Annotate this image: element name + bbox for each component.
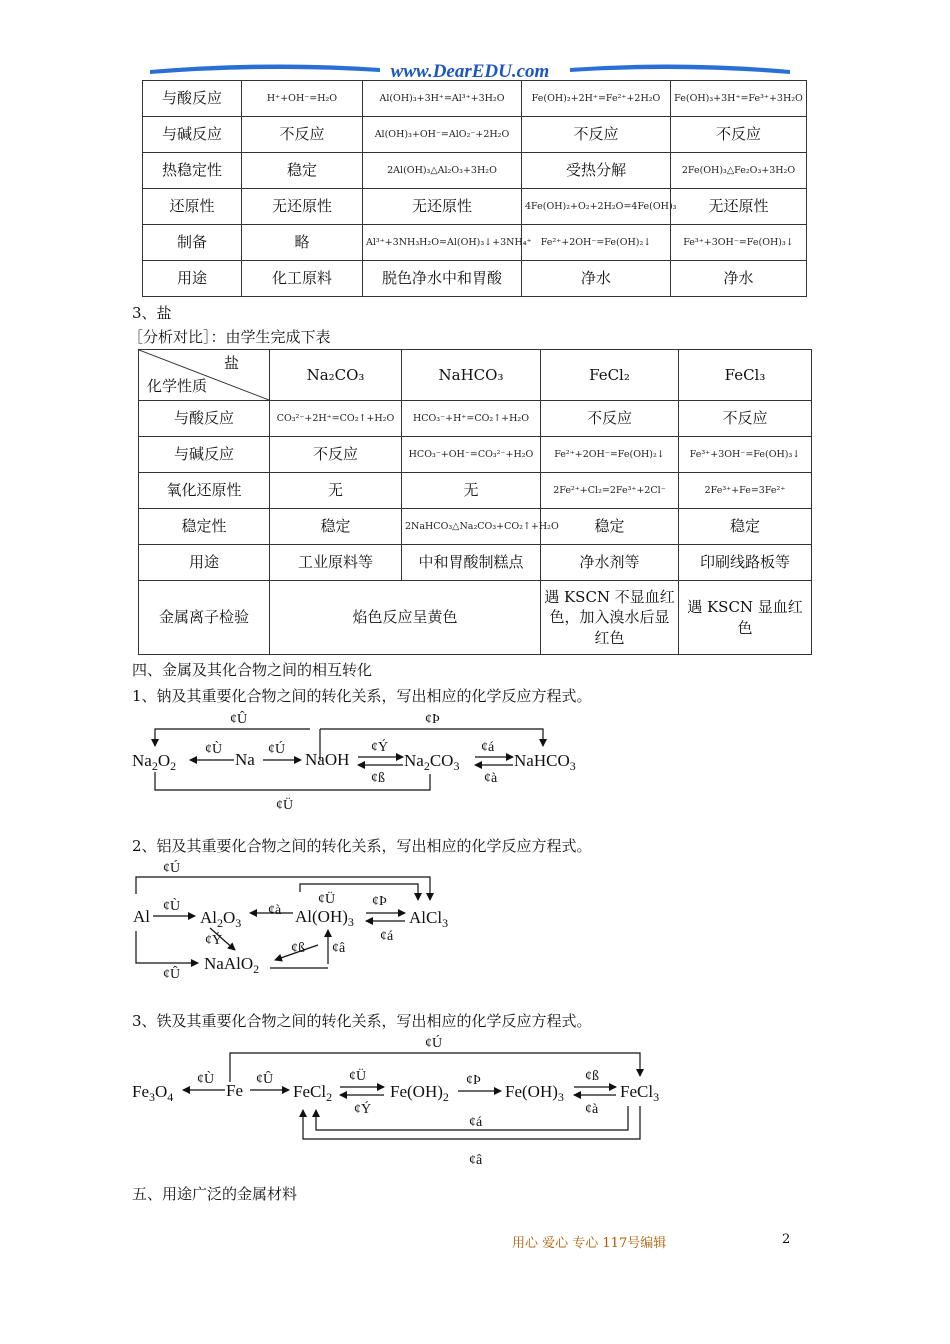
table-cell: 印刷线路板等	[679, 545, 812, 581]
species-na2o2: $Na_2O_2$	[132, 751, 177, 773]
al-label-7: ¢ß	[291, 941, 305, 956]
table-cell: HCO₃⁻+OH⁻=CO₃²⁻+H₂O	[402, 437, 541, 473]
table-cell: 不反应	[242, 117, 363, 153]
cell-fecl2-test: 遇 KSCN 不显血红色，加入溴水后显红色	[541, 581, 679, 655]
al-label-9: ¢á	[380, 929, 394, 944]
page-number: 2	[782, 1232, 791, 1247]
species-na2co3: $Na_2CO_3$	[404, 751, 460, 773]
section4-title: 四、金属及其化合物之间的相互转化	[132, 661, 373, 679]
table-cell: 无还原性	[363, 189, 522, 225]
table-cell: 2NaHCO₃△Na₂CO₃+CO₂↑+H₂O	[402, 509, 541, 545]
corner-bottom: 化学性质	[147, 376, 208, 395]
section3-title: 3、盐	[132, 304, 172, 322]
table-cell: 净水	[522, 261, 671, 297]
table-cell: 无还原性	[242, 189, 363, 225]
fe-label-6: ¢Þ	[466, 1073, 481, 1088]
table-cell: Al(OH)₃+3H⁺=Al³⁺+3H₂O	[363, 81, 522, 117]
header-fecl2: FeCl₂	[541, 350, 679, 401]
species-fecl3: FeCl$_3$	[620, 1082, 660, 1104]
table-cell: 稳定	[541, 509, 679, 545]
table-cell: 化工原料	[242, 261, 363, 297]
species-na: Na	[235, 750, 255, 769]
table-cell: 2Al(OH)₃△Al₂O₃+3H₂O	[363, 153, 522, 189]
na-label-5: ¢Ý	[371, 740, 389, 755]
row-label: 制备	[143, 225, 242, 261]
table-cell: 无还原性	[671, 189, 807, 225]
table-cell: 稳定	[242, 153, 363, 189]
row-label: 与酸反应	[143, 81, 242, 117]
fe-label-9: ¢á	[469, 1115, 483, 1130]
fe-label-10: ¢â	[469, 1153, 483, 1168]
table-cell: 稳定	[679, 509, 812, 545]
table-cell: 4Fe(OH)₂+O₂+2H₂O=4Fe(OH)₃	[522, 189, 671, 225]
table-cell: 中和胃酸制糕点	[402, 545, 541, 581]
table-cell: 无	[402, 473, 541, 509]
al-label-10: ¢â	[332, 941, 346, 956]
header-fecl3: FeCl₃	[679, 350, 812, 401]
fe-label-8: ¢à	[585, 1102, 599, 1117]
species-feoh3: $Fe(OH)_3$	[505, 1082, 564, 1104]
species-aloh3: $Al(OH)_3$	[295, 907, 354, 929]
cell-fecl3-test: 遇 KSCN 显血红色	[679, 581, 812, 655]
table-cell: Al³⁺+3NH₃H₂O=Al(OH)₃↓+3NH₄⁺	[363, 225, 522, 261]
table-cell: 稳定	[270, 509, 402, 545]
row-label: 金属离子检验	[139, 581, 270, 655]
al-label-1: ¢Ù	[163, 899, 181, 914]
na-label-8: ¢à	[484, 771, 498, 786]
table-cell: 受热分解	[522, 153, 671, 189]
fe-label-3: ¢Û	[256, 1072, 274, 1087]
row-label: 与碱反应	[139, 437, 270, 473]
table-cell: 不反应	[679, 401, 812, 437]
al-label-3: ¢Û	[163, 967, 181, 982]
table-cell: 略	[242, 225, 363, 261]
table-cell: 净水	[671, 261, 807, 297]
corner-top: 盐	[223, 354, 239, 372]
al-label-5: ¢Ý	[205, 933, 223, 948]
na-label-4: ¢Ü	[276, 798, 294, 813]
row-label: 用途	[143, 261, 242, 297]
al-label-2: ¢Ú	[163, 861, 181, 876]
species-fe3o4: $Fe_3O_4$	[132, 1082, 174, 1104]
fe-label-5: ¢Ý	[354, 1102, 372, 1117]
fe-label-7: ¢ß	[585, 1069, 599, 1084]
table-cell: Fe³⁺+3OH⁻=Fe(OH)₃↓	[671, 225, 807, 261]
species-naoh: NaOH	[305, 750, 350, 769]
na-label-3: ¢Û	[230, 712, 248, 727]
na-label-2: ¢Ú	[268, 742, 286, 757]
species-feoh2: $Fe(OH)_2$	[390, 1082, 449, 1104]
species-alcl3: AlCl$_3$	[409, 908, 449, 930]
row-label: 稳定性	[139, 509, 270, 545]
species-nahco3: NaHCO$_3$	[514, 751, 576, 773]
species-fe: Fe	[226, 1081, 243, 1100]
q2-text: 2、铝及其重要化合物之间的转化关系，写出相应的化学反应方程式。	[132, 837, 592, 855]
table-cell: CO₃²⁻+2H⁺=CO₂↑+H₂O	[270, 401, 402, 437]
table-cell: Fe²⁺+2OH⁻=Fe(OH)₂↓	[541, 437, 679, 473]
na-label-7: ¢ß	[371, 771, 385, 786]
cell-flame-test: 焰色反应呈黄色	[270, 581, 541, 655]
section5-title: 五、用途广泛的金属材料	[132, 1185, 298, 1203]
al-label-6: ¢Þ	[372, 894, 387, 909]
table-cell: 不反应	[541, 401, 679, 437]
na-label-6: ¢Þ	[425, 712, 440, 727]
row-label: 与碱反应	[143, 117, 242, 153]
table-cell: 2Fe(OH)₃△Fe₂O₃+3H₂O	[671, 153, 807, 189]
table-cell: HCO₃⁻+H⁺=CO₂↑+H₂O	[402, 401, 541, 437]
al-label-4: ¢Ü	[318, 892, 336, 907]
footer-text: 用心 爱心 专心 117号编辑	[512, 1236, 667, 1251]
header-na2co3: Na₂CO₃	[270, 350, 402, 401]
table-cell: 工业原料等	[270, 545, 402, 581]
header-nahco3: NaHCO₃	[402, 350, 541, 401]
species-fecl2: FeCl$_2$	[293, 1082, 333, 1104]
table-cell: 2Fe³⁺+Fe=3Fe²⁺	[679, 473, 812, 509]
table-cell: 2Fe²⁺+Cl₂=2Fe³⁺+2Cl⁻	[541, 473, 679, 509]
site-url: www.DearEDU.com	[390, 61, 550, 82]
species-naalo2: NaAlO$_2$	[204, 954, 260, 976]
table-cell: H⁺+OH⁻=H₂O	[242, 81, 363, 117]
table-cell: 不反应	[671, 117, 807, 153]
fe-label-4: ¢Ü	[349, 1069, 367, 1084]
species-al: Al	[133, 907, 150, 926]
table-cell: 不反应	[270, 437, 402, 473]
fe-label-1: ¢Ù	[197, 1072, 215, 1087]
row-label: 与酸反应	[139, 401, 270, 437]
table-cell: Fe(OH)₃+3H⁺=Fe³⁺+3H₂O	[671, 81, 807, 117]
row-label: 热稳定性	[143, 153, 242, 189]
table-cell: Al(OH)₃+OH⁻=AlO₂⁻+2H₂O	[363, 117, 522, 153]
row-label: 用途	[139, 545, 270, 581]
table-cell: Fe²⁺+2OH⁻=Fe(OH)₂↓	[522, 225, 671, 261]
table-cell: Fe³⁺+3OH⁻=Fe(OH)₃↓	[679, 437, 812, 473]
fe-label-2: ¢Ú	[425, 1036, 443, 1051]
table-cell: 不反应	[522, 117, 671, 153]
table-cell: 脱色净水中和胃酸	[363, 261, 522, 297]
row-label: 还原性	[143, 189, 242, 225]
table-cell: 净水剂等	[541, 545, 679, 581]
section3-subtitle: ［分析对比］：由学生完成下表	[128, 328, 331, 346]
table-cell: Fe(OH)₂+2H⁺=Fe²⁺+2H₂O	[522, 81, 671, 117]
na-label-1: ¢Ù	[205, 742, 223, 757]
table-cell: 无	[270, 473, 402, 509]
q1-text: 1、钠及其重要化合物之间的转化关系，写出相应的化学反应方程式。	[132, 687, 592, 705]
al-label-8: ¢à	[268, 903, 282, 918]
row-label: 氧化还原性	[139, 473, 270, 509]
na-label-9: ¢á	[481, 740, 495, 755]
species-al2o3: $Al_2O_3$	[200, 908, 242, 930]
q3-text: 3、铁及其重要化合物之间的转化关系，写出相应的化学反应方程式。	[132, 1012, 592, 1030]
